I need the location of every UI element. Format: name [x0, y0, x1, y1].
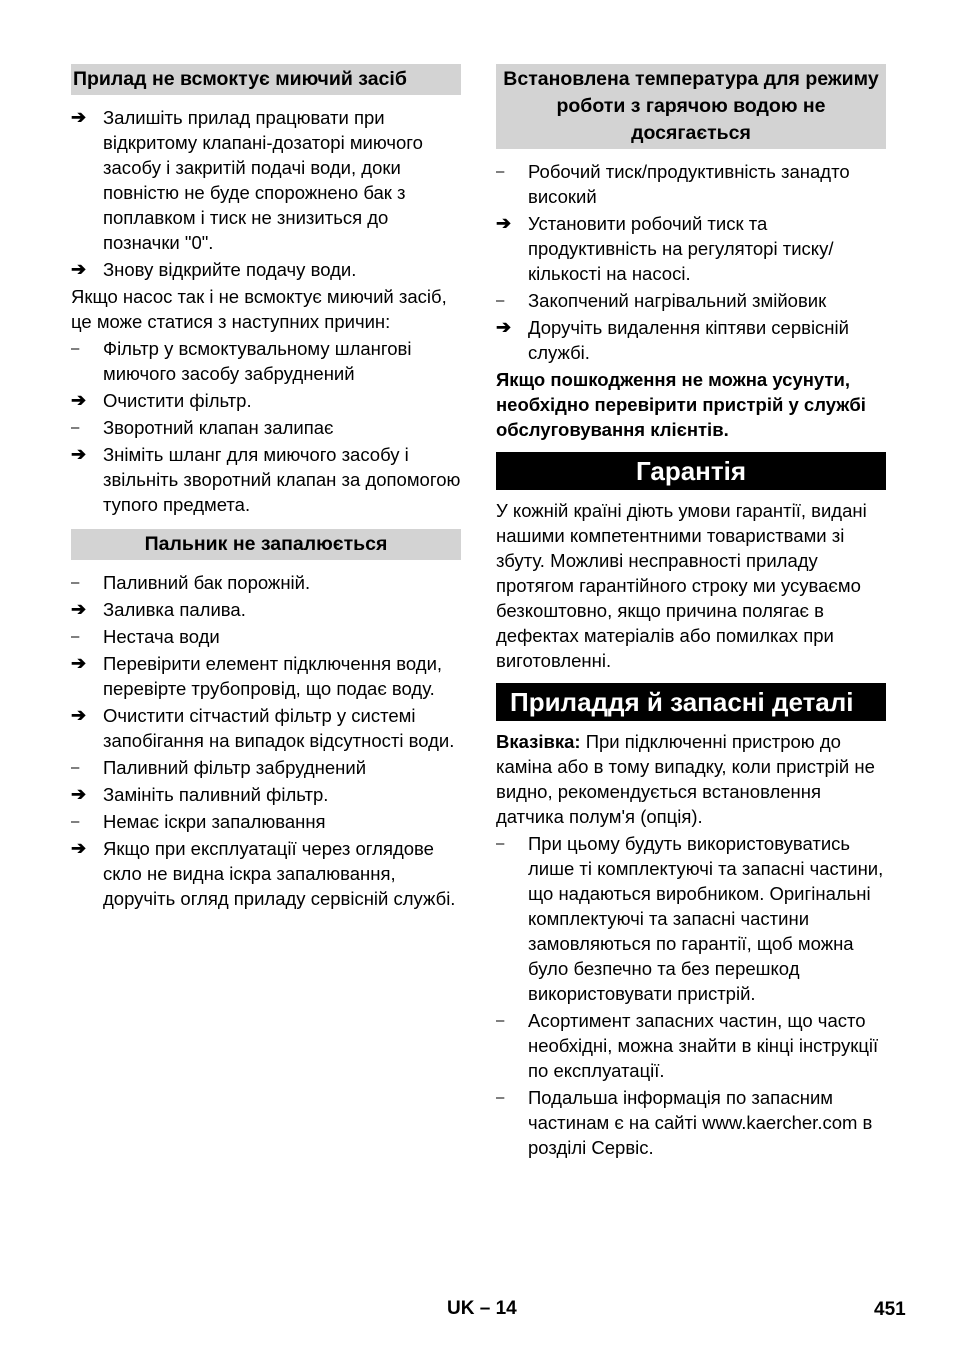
left-column — [71, 64, 461, 913]
dash-bullet: – — [496, 835, 505, 852]
list-item-text: Перевірити елемент підключення води, перевірте трубопровід, що подає воду. — [103, 653, 443, 699]
note-label: Вказівка: — [496, 731, 581, 752]
dash-bullet: – — [496, 292, 505, 309]
arrow-right-icon: ➔ — [71, 444, 87, 464]
list-burner — [71, 570, 461, 911]
arrow-right-icon: ➔ — [496, 317, 512, 337]
list-item — [71, 782, 461, 807]
list-item — [71, 836, 461, 911]
dash-bullet: – — [71, 628, 80, 645]
list-item-text: Якщо при експлуатації через оглядове скло не видна іскра запалювання, доручіть огляд приладу сервісній службі. — [103, 838, 456, 909]
arrow-right-icon: ➔ — [71, 838, 87, 858]
dash-bullet: – — [71, 574, 80, 591]
list-item — [71, 105, 461, 255]
list-item-text: При цьому будуть використовуватись лише ті комплектуючі та запасні частини, що надаються виробником. Оригінальні комплектуючі та запасні частини замовляються по гарантії, щоб можна було безпечно та без перешкод використовувати пристрій. — [528, 833, 884, 1004]
list-item — [71, 651, 461, 701]
heading-warranty: Гарантія — [496, 452, 886, 490]
dash-bullet: – — [71, 340, 80, 357]
list-item — [71, 570, 461, 595]
arrow-right-icon: ➔ — [496, 213, 512, 233]
note-text: При підключенні пристрою до каміна або в тому випадку, коли пристрій не видно, рекомендується встановлення датчика полум'я (опція). — [496, 731, 875, 827]
dash-bullet: – — [71, 759, 80, 776]
list-item-text: Подальша інформація по запасним частинам є на сайті www.kaercher.com в розділі Сервіс. — [528, 1087, 873, 1158]
list-item — [71, 257, 461, 282]
list-detergent-2 — [71, 336, 461, 517]
list-item — [71, 809, 461, 834]
list-item-text: Знову відкрийте подачу води. — [103, 259, 357, 280]
list-item — [496, 831, 886, 1006]
paragraph-causes: Якщо насос так і не всмоктує миючий засіб, це може статися з наступних причин: — [71, 286, 447, 332]
list-item-text: Заливка палива. — [103, 599, 246, 620]
list-item — [496, 1085, 886, 1160]
list-item — [496, 1008, 886, 1083]
list-item — [496, 159, 886, 209]
list-temperature — [496, 159, 886, 365]
list-item — [496, 288, 886, 313]
arrow-right-icon: ➔ — [71, 653, 87, 673]
arrow-right-icon: ➔ — [71, 390, 87, 410]
list-item — [71, 336, 461, 386]
arrow-right-icon: ➔ — [71, 107, 87, 127]
list-item-text: Фільтр у всмоктувальному шлангові миючого засобу забруднений — [103, 338, 412, 384]
list-item — [71, 388, 461, 413]
list-item-text: Очистити сітчастий фільтр у системі запобігання на випадок відсутності води. — [103, 705, 455, 751]
list-item — [71, 597, 461, 622]
list-item-text: Замініть паливний фільтр. — [103, 784, 329, 805]
list-accessories — [496, 831, 886, 1160]
list-item-text: Робочий тиск/продуктивність занадто високий — [528, 161, 850, 207]
list-item — [71, 755, 461, 780]
list-item-text: Закопчений нагрівальний змійовик — [528, 290, 827, 311]
heading-accessories: Приладдя й запасні деталі — [496, 683, 886, 721]
list-item — [496, 315, 886, 365]
list-item — [496, 211, 886, 286]
dash-bullet: – — [496, 1089, 505, 1106]
arrow-right-icon: ➔ — [71, 705, 87, 725]
list-item-text: Паливний бак порожній. — [103, 572, 311, 593]
list-item — [71, 703, 461, 753]
arrow-right-icon: ➔ — [71, 259, 87, 279]
section-heading-burner: Пальник не запалюється — [71, 529, 461, 560]
list-item-text: Паливний фільтр забруднений — [103, 757, 367, 778]
list-item-text: Доручіть видалення кіптяви сервісній службі. — [528, 317, 849, 363]
section-heading-detergent: Прилад не всмоктує миючий засіб — [71, 64, 461, 95]
section-heading-temperature: Встановлена температура для режиму роботи з гарячою водою не досягається — [496, 64, 886, 149]
paragraph-warranty: У кожній країні діють умови гарантії, видані нашими компетентними товариствами зі збуту. Можливі несправності приладу протягом гарантійного строку ми усуваємо безкоштовно, якщо причина полягає в дефектах матеріалів або помилках при виготовленні. — [496, 500, 867, 671]
right-column — [496, 64, 886, 1162]
list-item — [71, 415, 461, 440]
dash-bullet: – — [496, 1012, 505, 1029]
footer-section-label: UK – 14 — [447, 1298, 517, 1319]
dash-bullet: – — [71, 813, 80, 830]
list-item-text: Очистити фільтр. — [103, 390, 252, 411]
dash-bullet: – — [71, 419, 80, 436]
arrow-right-icon: ➔ — [71, 599, 87, 619]
list-item-text: Немає іскри запалювання — [103, 811, 326, 832]
list-item-text: Установити робочий тиск та продуктивність на регуляторі тиску/кількості на насосі. — [528, 213, 834, 284]
list-item — [71, 624, 461, 649]
list-detergent-1 — [71, 105, 461, 282]
list-item-text: Зворотний клапан залипає — [103, 417, 334, 438]
list-item — [71, 442, 461, 517]
list-item-text: Нестача води — [103, 626, 220, 647]
paragraph-service-note: Якщо пошкодження не можна усунути, необхідно перевірити пристрій у службі обслуговування клієнтів. — [496, 369, 866, 440]
paragraph-note — [496, 729, 886, 829]
arrow-right-icon: ➔ — [71, 784, 87, 804]
list-item-text: Зніміть шланг для миючого засобу і звільніть зворотний клапан за допомогою тупого предмета. — [103, 444, 461, 515]
dash-bullet: – — [496, 163, 505, 180]
page-number: 451 — [874, 1299, 906, 1320]
list-item-text: Асортимент запасних частин, що часто необхідні, можна знайти в кінці інструкції по експлуатації. — [528, 1010, 879, 1081]
list-item-text: Залишіть прилад працювати при відкритому клапані-дозаторі миючого засобу і закритій подачі води, доки повністю не буде спорожнено бак з поплавком і тиск не знизиться до позначки "0". — [103, 107, 423, 253]
